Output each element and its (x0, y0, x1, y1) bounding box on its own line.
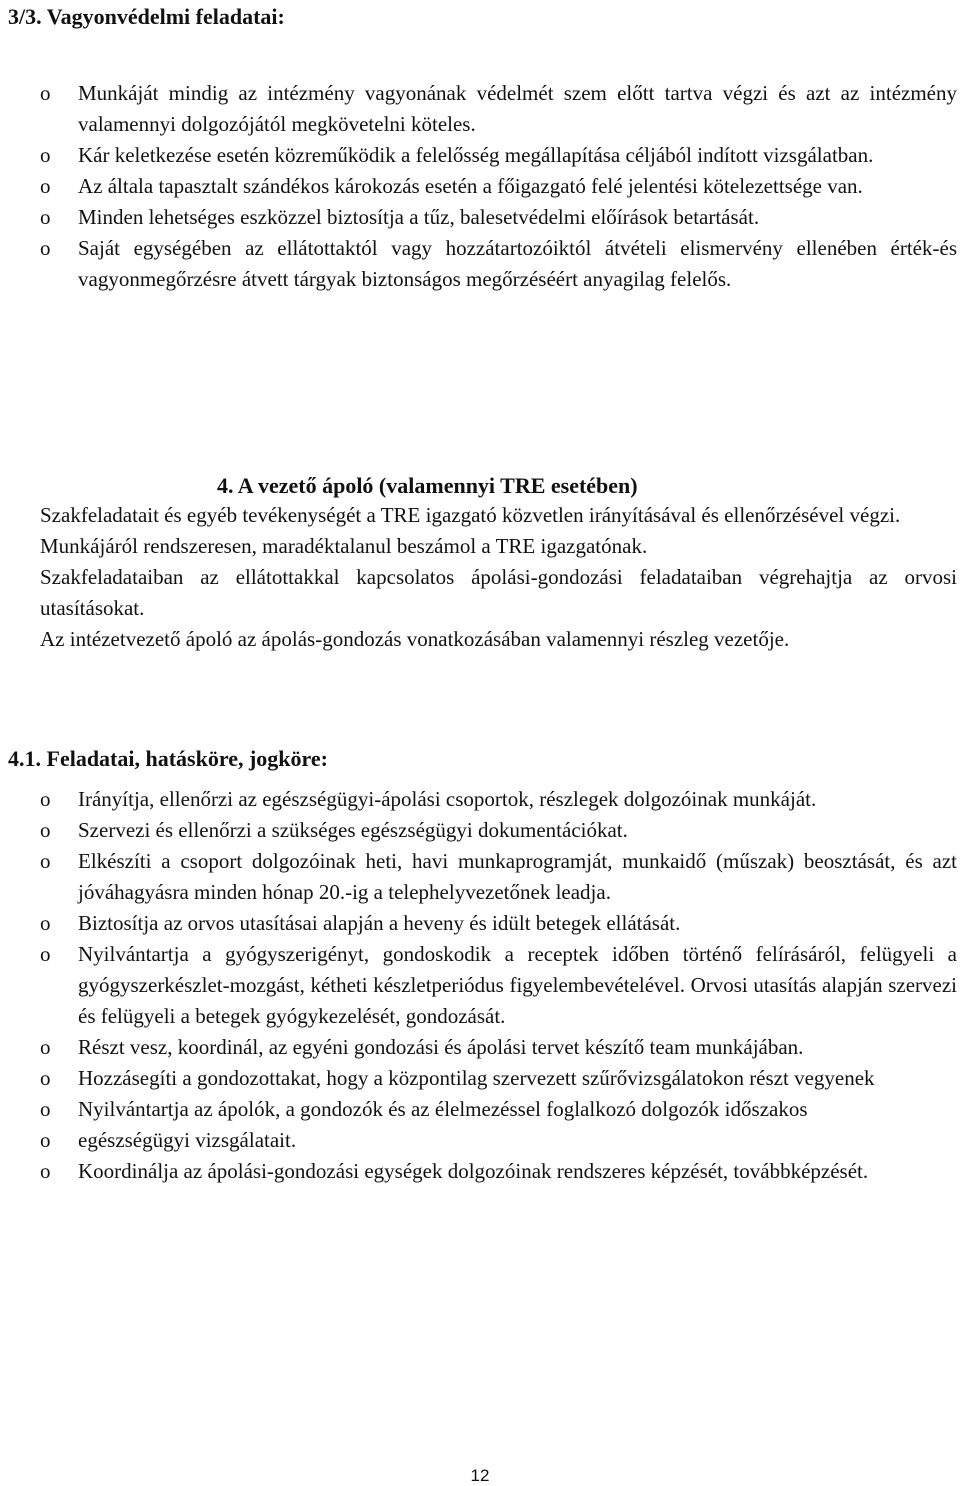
list-item (40, 78, 957, 140)
list-item-text: Saját egységében az ellátottaktól vagy hozzátartozóiktól átvételi elismervény ellenében érték-és vagyonmegőrzésre átvett tárgyak biztonságos megőrzéséért anyagilag felelős. (78, 236, 957, 291)
list-item (40, 202, 957, 233)
bullet-marker: o (40, 236, 51, 260)
section-heading-head-nurse: 4. A vezető ápoló (valamennyi TRE esetében) (217, 473, 638, 498)
paragraph: Az intézetvezető ápoló az ápolás-gondozás vonatkozásában valamennyi részleg vezetője. (40, 627, 790, 651)
list-item-text: Koordinálja az ápolási-gondozási egységek dolgozóinak rendszeres képzését, továbbképzését. (78, 1159, 869, 1183)
list-item-text: Minden lehetséges eszközzel biztosítja a tűz, balesetvédelmi előírások betartását. (78, 205, 760, 229)
bullet-marker: o (40, 849, 51, 873)
list-item-text: egészségügyi vizsgálatait. (78, 1128, 297, 1152)
list-item (40, 815, 957, 846)
list-item (40, 908, 957, 939)
list-item (40, 1094, 957, 1125)
bullet-marker: o (40, 1066, 51, 1090)
paragraph: Szakfeladataiban az ellátottakkal kapcsolatos ápolási-gondozási feladataiban végrehajtja az orvosi utasításokat. (40, 565, 957, 620)
list-item (40, 1125, 957, 1156)
list-item-text: Nyilvántartja a gyógyszerigényt, gondoskodik a receptek időben történő felírásáról, felügyeli a gyógyszerkészlet-mozgást, kétheti készletperiódus figyelembevételével. Orvosi utasítás alapján szervezi és felügyeli a betegek gyógykezelését, gondozását. (78, 942, 957, 1028)
list-item (40, 1032, 957, 1063)
bullet-marker: o (40, 911, 51, 935)
paragraph: Szakfeladatait és egyéb tevékenységét a TRE igazgató közvetlen irányításával és ellenőrzésével végzi. (40, 503, 901, 527)
bullet-marker: o (40, 143, 51, 167)
page-number: 12 (470, 1466, 490, 1485)
duties-list (40, 784, 957, 1187)
bullet-marker: o (40, 818, 51, 842)
bullet-marker: o (40, 1159, 51, 1183)
bullet-marker: o (40, 1128, 51, 1152)
list-item (40, 939, 957, 1032)
list-item-text: Az általa tapasztalt szándékos károkozás esetén a főigazgató felé jelentési kötelezettsége van. (78, 174, 863, 198)
list-item-text: Biztosítja az orvos utasításai alapján a heveny és idült betegek ellátását. (78, 911, 681, 935)
list-item-text: Kár keletkezése esetén közreműködik a felelősség megállapítása céljából indított vizsgálatban. (78, 143, 874, 167)
bullet-marker: o (40, 787, 51, 811)
list-item (40, 846, 957, 908)
list-item (40, 171, 957, 202)
list-item-text: Részt vesz, koordinál, az egyéni gondozási és ápolási tervet készítő team munkájában. (78, 1035, 804, 1059)
list-item-text: Munkáját mindig az intézmény vagyonának védelmét szem előtt tartva végzi és azt az intézmény valamennyi dolgozójától megkövetelni köteles. (78, 81, 957, 136)
bullet-marker: o (40, 205, 51, 229)
section-heading-asset-protection: 3/3. Vagyonvédelmi feladatai: (8, 4, 285, 29)
list-item (40, 140, 957, 171)
list-item (40, 233, 957, 295)
list-item-text: Nyilvántartja az ápolók, a gondozók és az élelmezéssel foglalkozó dolgozók időszakos (78, 1097, 808, 1121)
bullet-marker: o (40, 1035, 51, 1059)
asset-protection-list (40, 78, 957, 295)
bullet-marker: o (40, 942, 51, 966)
paragraph: Munkájáról rendszeresen, maradéktalanul beszámol a TRE igazgatónak. (40, 534, 648, 558)
list-item-text: Szervezi és ellenőrzi a szükséges egészségügyi dokumentációkat. (78, 818, 628, 842)
list-item-text: Hozzásegíti a gondozottakat, hogy a központilag szervezett szűrővizsgálatokon részt vegyenek (78, 1066, 875, 1090)
list-item (40, 1156, 957, 1187)
bullet-marker: o (40, 1097, 51, 1121)
list-item (40, 1063, 957, 1094)
section-heading-duties: 4.1. Feladatai, hatásköre, jogköre: (8, 746, 328, 771)
bullet-marker: o (40, 174, 51, 198)
list-item-text: Elkészíti a csoport dolgozóinak heti, havi munkaprogramját, munkaidő (műszak) beosztását, és azt jóváhagyásra minden hónap 20.-ig a telephelyvezetőnek leadja. (78, 849, 957, 904)
list-item (40, 784, 957, 815)
head-nurse-paragraphs (40, 500, 957, 655)
bullet-marker: o (40, 81, 51, 105)
list-item-text: Irányítja, ellenőrzi az egészségügyi-ápolási csoportok, részlegek dolgozóinak munkáját. (78, 787, 817, 811)
